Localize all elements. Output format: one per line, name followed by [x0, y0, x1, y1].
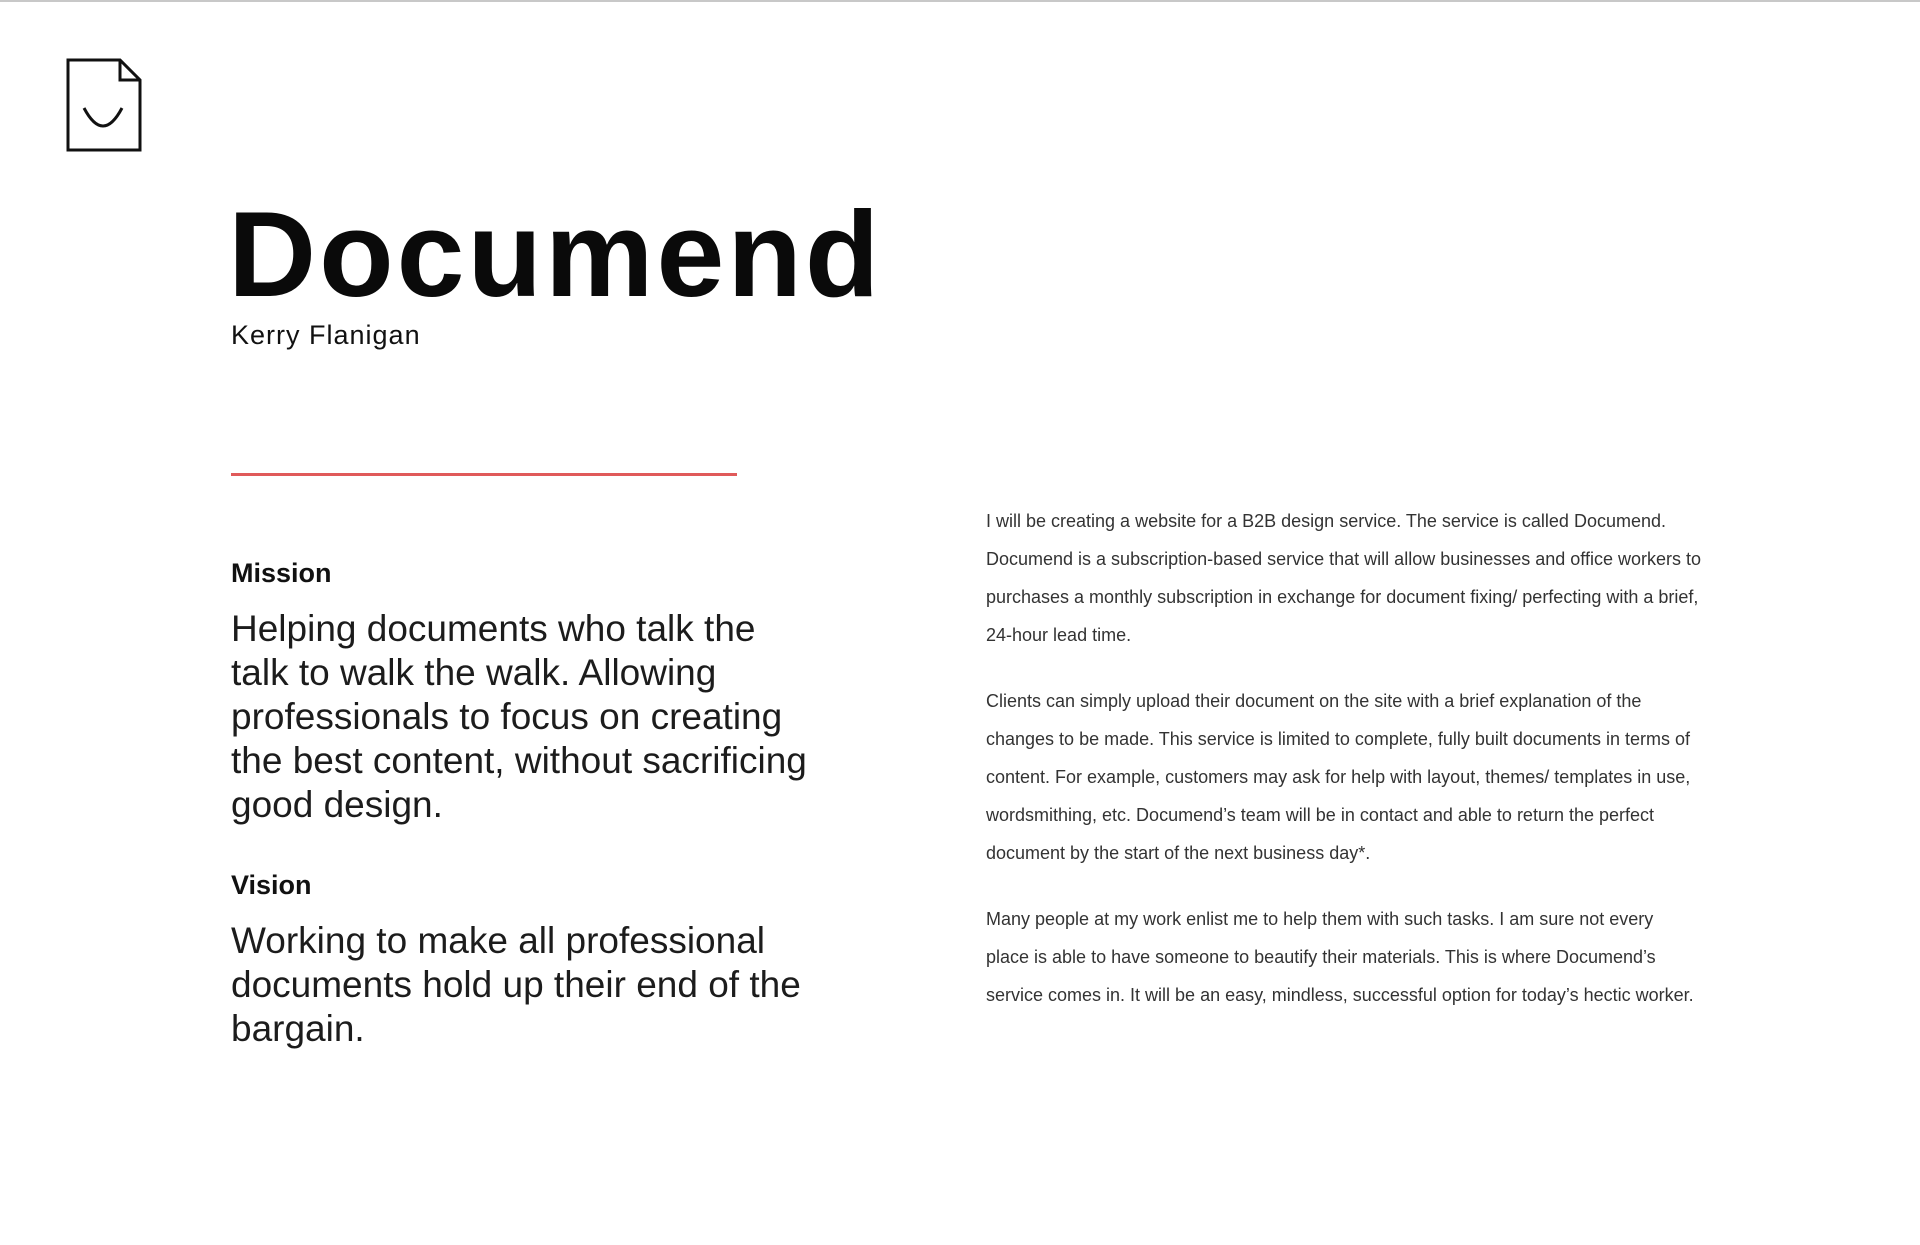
- document-title: Documend: [228, 186, 883, 322]
- vision-statement: Working to make all professional documents hold up their end of the bargain.: [231, 920, 801, 1049]
- description-paragraph: Many people at my work enlist me to help them with such tasks. I am sure not every place is able to have someone to beautify their materials. This is where Documend’s service comes in. It will be an easy, mindless, successful option for today’s hectic worker.: [986, 909, 1694, 1005]
- mission-label: Mission: [231, 558, 332, 588]
- description-paragraph: I will be creating a website for a B2B design service. The service is called Documend. Documend is a subscription-based service that will allow businesses and office workers to purchases a monthly subscription in exchange for document fixing/ perfecting with a brief, 24-hour lead time.: [986, 511, 1702, 645]
- description-paragraph: Clients can simply upload their document on the site with a brief explanation of the changes to be made. This service is limited to complete, fully built documents in terms of content. For example, customers may ask for help with layout, themes/ templates in use, wordsmithing, etc. Documend’s team will be in contact and able to return the perfect document by the start of the next business day*.: [986, 691, 1691, 863]
- top-border: [0, 0, 1920, 2]
- smiling-document-icon: [66, 58, 142, 152]
- author-name: Kerry Flanigan: [231, 320, 421, 350]
- mission-statement: Helping documents who talk the talk to walk the walk. Allowing professionals to focus on creating the best content, without sacrificing good design.: [231, 608, 807, 825]
- vision-label: Vision: [231, 870, 312, 900]
- accent-divider: [231, 473, 737, 476]
- description-section: [986, 502, 1701, 1042]
- mission-vision-section: [231, 555, 831, 1051]
